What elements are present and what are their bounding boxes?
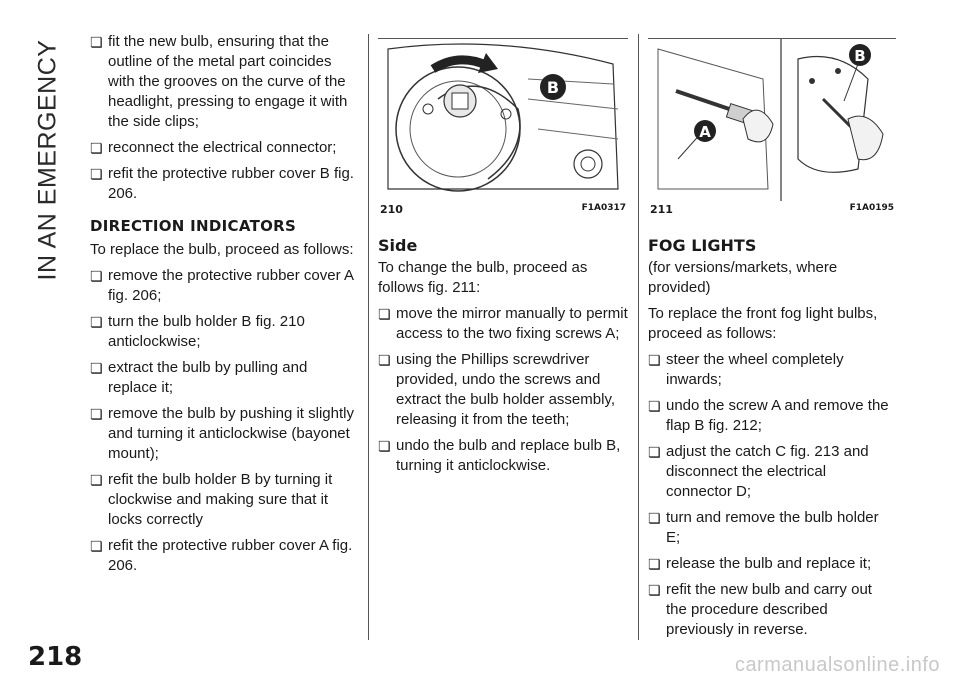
callout-b: B xyxy=(854,47,866,65)
section-heading-fog-lights: FOG LIGHTS xyxy=(648,236,757,255)
intro-text: To replace the front fog light bulbs, proceed as follows: xyxy=(648,305,878,342)
figure-code: F1A0195 xyxy=(849,203,894,213)
list-item: ❏ undo the screw A and remove the flap B fig. 212; xyxy=(648,396,896,436)
section-heading-direction-indicators: DIRECTION INDICATORS xyxy=(90,217,297,235)
figure-211 xyxy=(648,38,896,223)
page-number: 218 xyxy=(28,642,83,672)
figure-number: 210 xyxy=(380,203,403,216)
list-item: ❏ reconnect the electrical connector; xyxy=(90,138,360,158)
list-item: ❏ refit the bulb holder B by turning it clockwise and making sure that it locks correctly xyxy=(90,470,360,530)
list-item: ❏ using the Phillips screwdriver provided, undo the screws and extract the bulb holder assembly, releasing it from the teeth; xyxy=(378,350,630,430)
list-item: ❏ extract the bulb by pulling and replace it; xyxy=(90,358,360,398)
subheading-text: (for versions/markets, where provided) xyxy=(648,259,838,296)
intro-text: To replace the bulb, proceed as follows: xyxy=(90,241,354,258)
list-item: ❏ remove the protective rubber cover A fig. 206; xyxy=(90,266,360,306)
watermark: carmanualsonline.info xyxy=(734,654,940,676)
list-item: ❏ move the mirror manually to permit access to the two fixing screws A; xyxy=(378,304,630,344)
list-item: ❏ refit the protective rubber cover B fig. 206. xyxy=(90,164,360,204)
list-item: ❏ adjust the catch C fig. 213 and disconnect the electrical connector D; xyxy=(648,442,896,502)
list-item: ❏ steer the wheel completely inwards; xyxy=(648,350,896,390)
headlight-illustration xyxy=(378,39,628,201)
figure-number: 211 xyxy=(650,203,673,216)
column-2 xyxy=(378,236,630,482)
section-tab-label: IN AN EMERGENCY xyxy=(33,39,62,281)
column-3 xyxy=(648,236,896,646)
list-item: ❏ undo the bulb and replace bulb B, turning it anticlockwise. xyxy=(378,436,630,476)
list-item: ❏ turn and remove the bulb holder E; xyxy=(648,508,896,548)
column-1 xyxy=(90,32,360,582)
callout-a: A xyxy=(699,123,711,141)
list-item: ❏ turn the bulb holder B fig. 210 anticlockwise; xyxy=(90,312,360,352)
list-item: ❏ refit the new bulb and carry out the procedure described previously in reverse. xyxy=(648,580,896,640)
list-item: ❏ refit the protective rubber cover A fig. 206. xyxy=(90,536,360,576)
column-divider-1 xyxy=(368,34,369,640)
section-tab xyxy=(18,30,78,290)
list-item: ❏ fit the new bulb, ensuring that the outline of the metal part coincides with the grooves on the curve of the headlight, pressing to engage it with the side clips; xyxy=(90,32,360,132)
figure-code: F1A0317 xyxy=(581,203,626,213)
mirror-illustration xyxy=(648,39,896,201)
list-item: ❏ release the bulb and replace it; xyxy=(648,554,896,574)
list-item: ❏ remove the bulb by pushing it slightly and turning it anticlockwise (bayonet mount); xyxy=(90,404,360,464)
column-divider-2 xyxy=(638,34,639,640)
intro-text: To change the bulb, proceed as follows fig. 211: xyxy=(378,259,588,296)
subsection-heading-side: Side xyxy=(378,236,418,255)
figure-210 xyxy=(378,38,628,223)
callout-b: B xyxy=(546,78,560,97)
